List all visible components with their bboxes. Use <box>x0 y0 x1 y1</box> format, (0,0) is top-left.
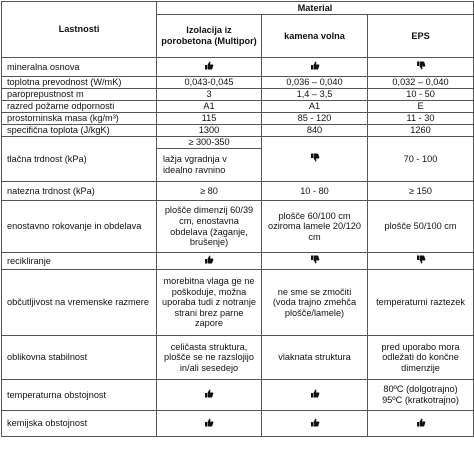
row-label: specifična toplota (J/kgK) <box>2 125 157 137</box>
header-multipor: Izolacija iz porobetona (Multipor) <box>157 15 262 58</box>
cell-value: ≥ 150 <box>368 182 474 201</box>
row-label: mineralna osnova <box>2 58 157 77</box>
cell-value: morebitna vlaga ge ne poškoduje, možna uporaba tudi z notranje strani brez parne zapore <box>157 270 262 336</box>
temp-long: 80ºC (dolgotrajno) <box>383 384 458 395</box>
cell-value: plošče 60/100 cm oziroma lamele 20/120 cm <box>262 201 368 253</box>
cell-value: 1,4 – 3,5 <box>262 89 368 101</box>
thumbs-down-icon <box>310 153 320 162</box>
row-label: kemijska obstojnost <box>2 411 157 437</box>
thumbs-up-icon <box>204 389 214 398</box>
cell-value: A1 <box>157 101 262 113</box>
thumbs-up-icon <box>204 61 214 70</box>
header-material: Material <box>157 2 474 15</box>
header-eps: EPS <box>368 15 474 58</box>
cell-value: 840 <box>262 125 368 137</box>
row-label: recikliranje <box>2 253 157 270</box>
row-label: prostorninska masa (kg/m³) <box>2 113 157 125</box>
cell-value <box>368 380 474 411</box>
temp-short: 95ºC (kratkotrajno) <box>382 395 459 405</box>
row-label: razred požarne odpornosti <box>2 101 157 113</box>
row-label: toplotna prevodnost (W/mK) <box>2 77 157 89</box>
row-label: tlačna trdnost (kPa) <box>2 137 157 182</box>
cell-value: ne sme se zmočiti (voda trajno zmehča plošče/lamele) <box>262 270 368 336</box>
cell-value: temperaturni raztezek <box>368 270 474 336</box>
thumbs-up-icon <box>204 255 214 264</box>
row-label: temperaturna obstojnost <box>2 380 157 411</box>
comparison-table <box>1 1 474 437</box>
cell-value: 115 <box>157 113 262 125</box>
header-lastnosti: Lastnosti <box>2 2 157 58</box>
row-label: oblikovna stabilnost <box>2 336 157 380</box>
cell-value: 1260 <box>368 125 474 137</box>
cell-value: 0,036 – 0,040 <box>262 77 368 89</box>
cell-value: 85 - 120 <box>262 113 368 125</box>
cell-value: pred uporabo mora odležati do končne dimenzije <box>368 336 474 380</box>
cell-value: ≥ 80 <box>157 182 262 201</box>
cell-value: 10 - 50 <box>368 89 474 101</box>
thumbs-up-icon <box>310 61 320 70</box>
row-label: občutljivost na vremenske razmere <box>2 270 157 336</box>
header-kamena-volna: kamena volna <box>262 15 368 58</box>
cell-value: celičasta struktura, plošče se ne razslojijo in/ali sesedejo <box>157 336 262 380</box>
cell-value: vlaknata struktura <box>262 336 368 380</box>
cell-value: 11 - 30 <box>368 113 474 125</box>
cell-value: 0,043-0,045 <box>157 77 262 89</box>
row-label: paroprepustnost m <box>2 89 157 101</box>
row-label: enostavno rokovanje in obdelava <box>2 201 157 253</box>
cell-value: plošče dimenzij 60/39 cm, enostavna obdelava (žaganje, brušenje) <box>157 201 262 253</box>
cell-value: 70 - 100 <box>368 137 474 182</box>
cell-value: plošče 50/100 cm <box>368 201 474 253</box>
cell-value: E <box>368 101 474 113</box>
thumbs-up-icon <box>310 418 320 427</box>
thumbs-up-icon <box>416 418 426 427</box>
cell-note: lažja vgradnja v idealno ravnino <box>157 149 262 182</box>
cell-value: 1300 <box>157 125 262 137</box>
cell-value: 10 - 80 <box>262 182 368 201</box>
cell-value: A1 <box>262 101 368 113</box>
cell-value: 3 <box>157 89 262 101</box>
cell-value: 0,032 – 0,040 <box>368 77 474 89</box>
thumbs-down-icon <box>416 61 426 70</box>
cell-value: ≥ 300-350 <box>157 137 262 149</box>
thumbs-down-icon <box>416 255 426 264</box>
thumbs-down-icon <box>310 255 320 264</box>
thumbs-up-icon <box>310 389 320 398</box>
row-label: natezna trdnost (kPa) <box>2 182 157 201</box>
thumbs-up-icon <box>204 418 214 427</box>
